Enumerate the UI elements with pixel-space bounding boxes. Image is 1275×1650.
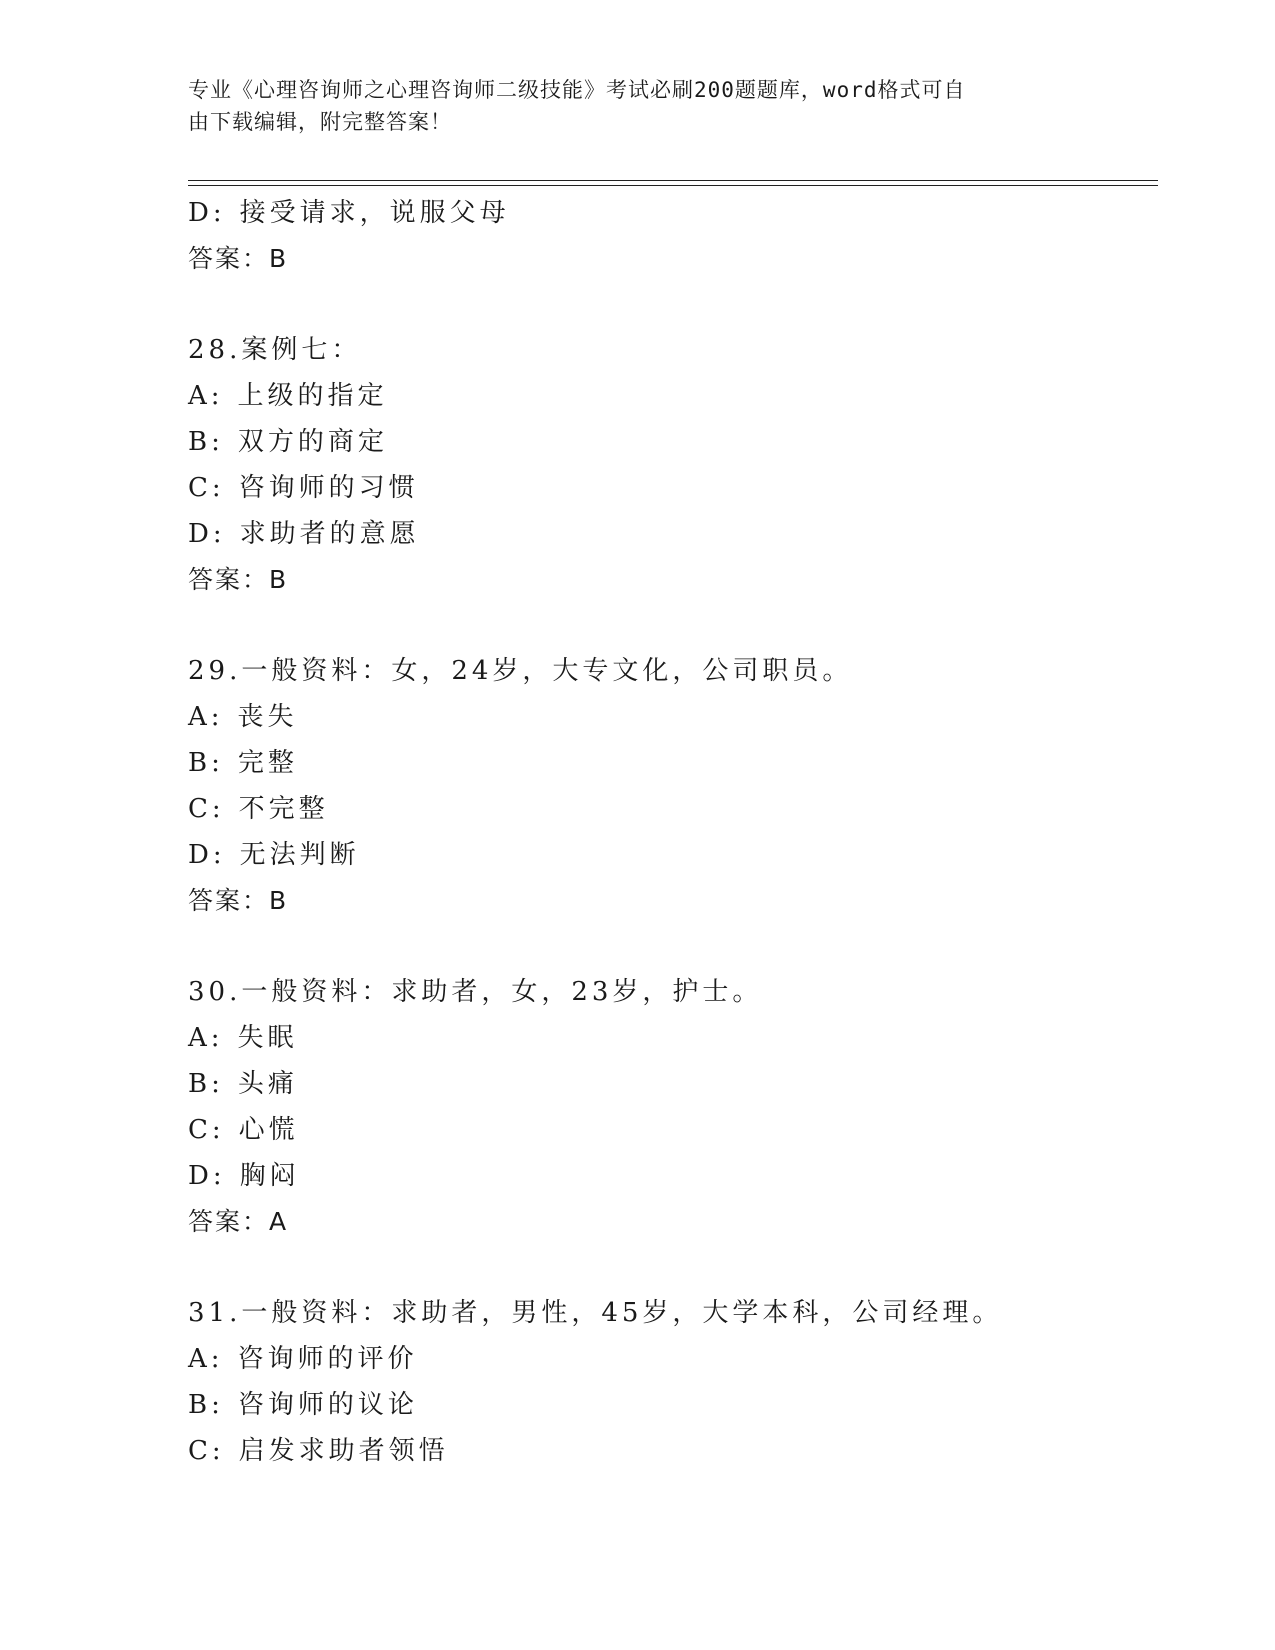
- option-line: [188, 694, 1158, 740]
- answer-line: 答案：B: [188, 244, 289, 273]
- option-text: 上级的指定: [237, 381, 388, 411]
- header-divider-bottom: [188, 185, 1158, 186]
- option-line: [188, 740, 1158, 786]
- option-line: [188, 1382, 1158, 1428]
- option-text: 咨询师的评价: [237, 1344, 418, 1374]
- block-spacer: [188, 603, 1158, 648]
- question-stem: 30.一般资料：求助者，女，23岁，护士。: [188, 977, 763, 1007]
- option-text: 求助者的意愿: [239, 519, 420, 549]
- answer-line: 答案：B: [188, 886, 289, 915]
- page-header: [188, 74, 1088, 138]
- option-line: [188, 419, 1158, 465]
- option-text: 不完整: [238, 794, 329, 824]
- option-line: [188, 1061, 1158, 1107]
- option-line: [188, 373, 1158, 419]
- option-label: B:: [188, 427, 224, 457]
- option-label: D:: [188, 198, 226, 228]
- question-29: [188, 648, 1158, 924]
- option-line: [188, 786, 1158, 832]
- option-label: A:: [188, 1344, 224, 1374]
- header-divider-top: [188, 180, 1158, 181]
- option-line: [188, 511, 1158, 557]
- option-text: 头痛: [237, 1069, 298, 1099]
- option-label: C:: [188, 473, 225, 503]
- question-stem: 31.一般资料：求助者，男性，45岁，大学本科，公司经理。: [188, 1298, 1003, 1328]
- option-line: [188, 1015, 1158, 1061]
- option-label: C:: [188, 1115, 225, 1145]
- option-text: 咨询师的习惯: [238, 473, 419, 503]
- option-label: C:: [188, 1436, 225, 1466]
- previous-question-tail: [188, 190, 1158, 282]
- block-spacer: [188, 282, 1158, 327]
- option-text: 无法判断: [239, 840, 360, 870]
- option-text: 胸闷: [239, 1161, 300, 1191]
- option-line: [188, 1153, 1158, 1199]
- option-line: [188, 1428, 1158, 1474]
- question-stem: 29.一般资料：女，24岁，大专文化，公司职员。: [188, 656, 853, 686]
- question-30: [188, 969, 1158, 1245]
- option-text: 双方的商定: [237, 427, 388, 457]
- option-text: 启发求助者领悟: [238, 1436, 449, 1466]
- option-line: [188, 1107, 1158, 1153]
- option-label: D:: [188, 519, 226, 549]
- option-text: 心慌: [238, 1115, 299, 1145]
- option-line: [188, 190, 1158, 236]
- option-label: B:: [188, 748, 224, 778]
- option-label: D:: [188, 1161, 226, 1191]
- block-spacer: [188, 924, 1158, 969]
- option-label: D:: [188, 840, 226, 870]
- option-label: B:: [188, 1390, 224, 1420]
- option-text: 完整: [237, 748, 298, 778]
- question-stem: 28.案例七：: [188, 335, 362, 365]
- option-text: 接受请求，说服父母: [239, 198, 510, 228]
- option-text: 丧失: [237, 702, 298, 732]
- header-line-2: 由下载编辑，附完整答案！: [188, 110, 452, 134]
- block-spacer: [188, 1245, 1158, 1290]
- question-content: [188, 190, 1158, 1474]
- option-line: [188, 465, 1158, 511]
- header-line-1: 专业《心理咨询师之心理咨询师二级技能》考试必刷200题题库，word格式可自: [188, 78, 966, 102]
- option-label: B:: [188, 1069, 224, 1099]
- answer-line: 答案：B: [188, 565, 289, 594]
- option-label: A:: [188, 1023, 224, 1053]
- option-label: A:: [188, 702, 224, 732]
- answer-line: 答案：A: [188, 1207, 289, 1236]
- option-line: [188, 832, 1158, 878]
- question-28: [188, 327, 1158, 603]
- option-label: C:: [188, 794, 225, 824]
- option-label: A:: [188, 381, 224, 411]
- option-text: 咨询师的议论: [237, 1390, 418, 1420]
- question-31: [188, 1290, 1158, 1474]
- option-line: [188, 1336, 1158, 1382]
- option-text: 失眠: [237, 1023, 298, 1053]
